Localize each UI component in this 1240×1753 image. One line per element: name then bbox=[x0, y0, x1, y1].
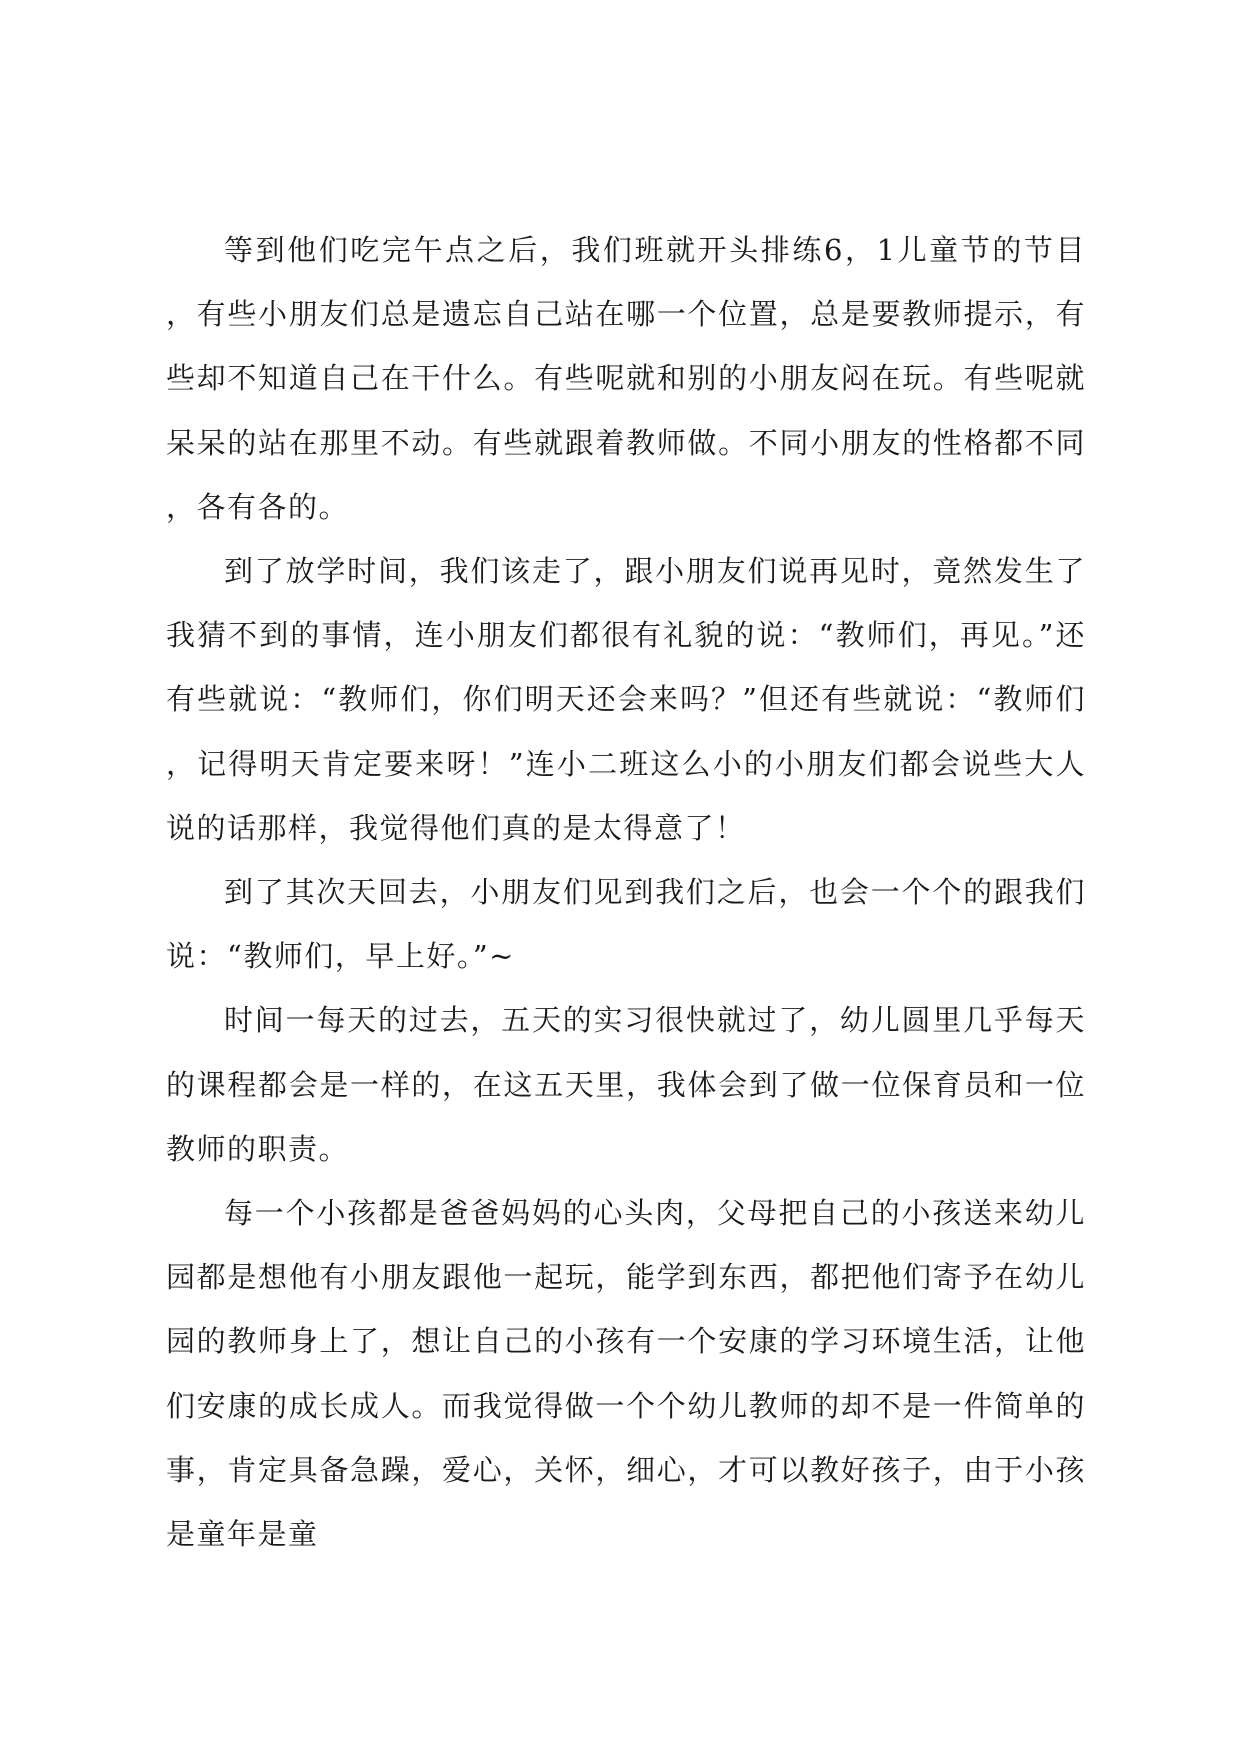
body-text bbox=[166, 218, 1086, 1566]
paragraph-3: 到了其次天回去，小朋友们见到我们之后，也会一个个的跟我们说：“教师们，早上好。”~ bbox=[166, 875, 1086, 974]
paragraph-2: 到了放学时间，我们该走了，跟小朋友们说再见时，竟然发生了我猜不到的事情，连小朋友们都很有礼貌的说：“教师们，再见。”还有些就说：“教师们，你们明天还会来吗？”但还有些就说：“教师们，记得明天肯定要来呀！”连小二班这么小的小朋友们都会说些大人说的话那样，我觉得他们真的是太得意了！ bbox=[166, 554, 1086, 845]
paragraph-4: 时间一每天的过去，五天的实习很快就过了，幼儿圆里几乎每天的课程都会是一样的，在这五天里，我体会到了做一位保育员和一位教师的职责。 bbox=[166, 1003, 1086, 1166]
paragraph-5: 每一个小孩都是爸爸妈妈的心头肉，父母把自己的小孩送来幼儿园都是想他有小朋友跟他一起玩，能学到东西，都把他们寄予在幼儿园的教师身上了，想让自己的小孩有一个安康的学习环境生活，让他们安康的成长成人。而我觉得做一个个幼儿教师的却不是一件简单的事，肯定具备急躁，爱心，关怀，细心，才可以教好孩子，由于小孩是童年是童 bbox=[166, 1196, 1086, 1552]
paragraph-1: 等到他们吃完午点之后，我们班就开头排练6，1儿童节的节目，有些小朋友们总是遗忘自己站在哪一个位置，总是要教师提示，有些却不知道自己在干什么。有些呢就和别的小朋友闷在玩。有些呢就呆呆的站在那里不动。有些就跟着教师做。不同小朋友的性格都不同，各有各的。 bbox=[166, 233, 1086, 524]
